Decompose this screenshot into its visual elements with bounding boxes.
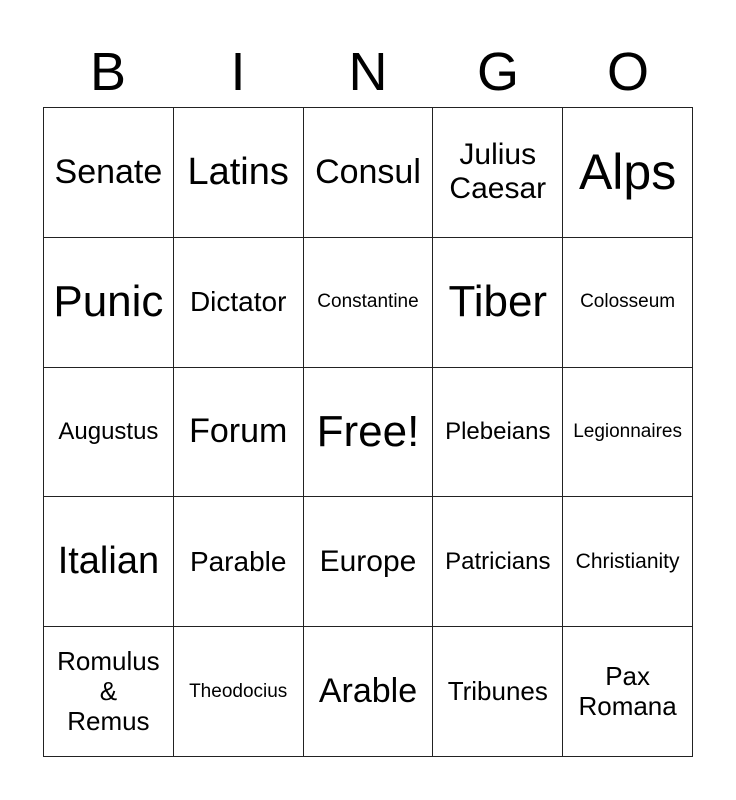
cell-label: Pax Romana [578,660,677,721]
bingo-cell[interactable] [174,368,304,498]
bingo-cell[interactable] [174,108,304,238]
cell-label: Plebeians [445,418,551,446]
bingo-cell[interactable] [563,238,693,368]
bingo-cell[interactable] [44,108,174,238]
cell-label: Free! [316,406,420,456]
cell-label: Legionnaires [573,421,682,443]
cell-label: Parable [189,545,287,577]
cell-label: Romulus & Remus [57,645,160,736]
cell-label: Italian [57,539,160,582]
bingo-cell[interactable] [44,497,174,627]
bingo-cell[interactable] [44,627,174,757]
bingo-cell[interactable] [174,497,304,627]
bingo-cell[interactable] [433,368,563,498]
cell-label: Tribunes [447,675,548,706]
cell-label: Tiber [448,276,548,326]
bingo-cell[interactable] [433,238,563,368]
bingo-cell[interactable] [304,497,434,627]
bingo-cell[interactable] [174,627,304,757]
header-letter-g: G [476,42,519,102]
header-letter-b: B [89,42,127,102]
cell-label: Punic [53,276,164,326]
cell-label: Theodocius [189,680,288,702]
cell-label: Colosseum [580,291,676,313]
cell-label: Augustus [58,418,159,446]
bingo-cell[interactable] [44,238,174,368]
bingo-cell[interactable] [304,238,434,368]
cell-label: Latins [187,150,289,193]
cell-label: Europe [319,544,417,578]
bingo-cell[interactable] [563,497,693,627]
cell-label: Alps [578,143,677,200]
bingo-cell[interactable] [304,627,434,757]
bingo-cell[interactable] [563,108,693,238]
bingo-cell[interactable] [44,368,174,498]
bingo-card-grid [43,107,693,757]
bingo-cell[interactable] [433,108,563,238]
bingo-cell[interactable] [304,368,434,498]
header-letter-o: O [606,42,649,102]
cell-label: Christianity [575,549,680,573]
bingo-cell[interactable] [174,238,304,368]
cell-label: Arable [318,672,418,711]
cell-label: Julius Caesar [449,137,547,206]
bingo-cell[interactable] [433,497,563,627]
cell-label: Dictator [189,286,287,318]
bingo-cell[interactable] [433,627,563,757]
bingo-cell[interactable] [304,108,434,238]
header-letter-n: N [348,42,388,102]
cell-label: Constantine [317,291,419,313]
header-letter-i: I [230,42,246,102]
cell-label: Forum [189,412,288,451]
cell-label: Senate [54,152,163,191]
cell-label: Consul [315,152,421,191]
cell-label: Patricians [445,547,551,575]
bingo-cell[interactable] [563,627,693,757]
bingo-cell[interactable] [563,368,693,498]
bingo-header [43,40,693,104]
